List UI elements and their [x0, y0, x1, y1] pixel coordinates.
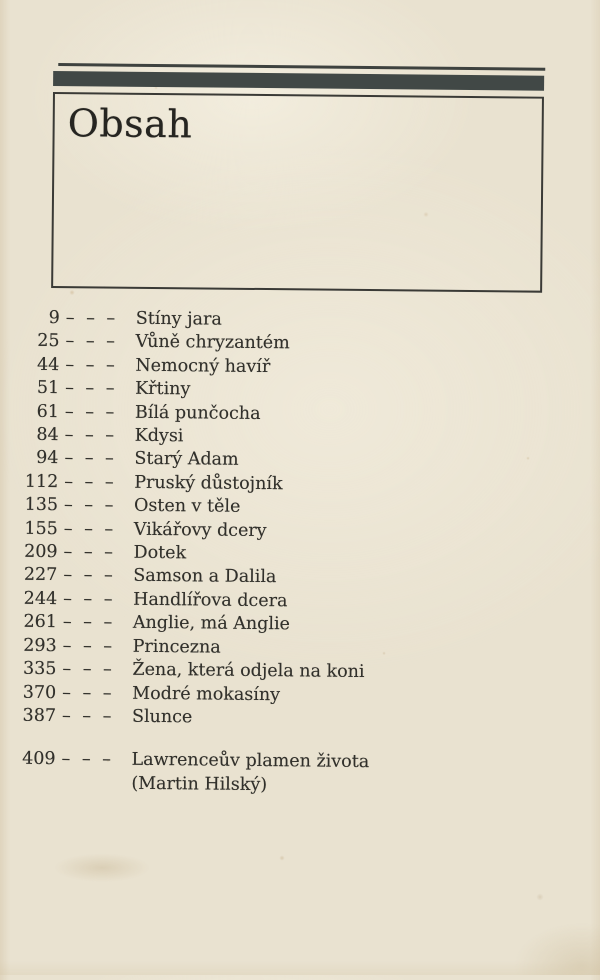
- toc-entry-title: Kdysi: [134, 425, 184, 447]
- toc-page-number: 293: [23, 635, 57, 656]
- toc-entry-title: Vůně chryzantém: [135, 332, 290, 354]
- toc-entry-title: Osten v těle: [133, 496, 241, 518]
- toc-page-number: 44: [37, 354, 60, 375]
- toc-page-number: 94: [36, 448, 59, 469]
- toc-list: [18, 307, 373, 798]
- toc-entry-title: Slunce: [131, 706, 193, 728]
- toc-dash-leader: – – –: [63, 518, 115, 540]
- toc-page-number: 155: [24, 518, 58, 539]
- toc-entry-title-block: [134, 448, 238, 472]
- toc-page-number: 135: [24, 494, 59, 516]
- toc-entry-title: Dotek: [133, 542, 187, 564]
- toc-entry-title: Samson a Dalila: [133, 566, 277, 588]
- toc-entry-title-block: [135, 401, 261, 426]
- toc-page-number: 61: [36, 401, 60, 422]
- toc-dash-leader: – – –: [65, 331, 117, 353]
- toc-entry: [20, 634, 371, 661]
- toc-entry-title: Nemocný havíř: [135, 355, 271, 377]
- toc-entry-title-block: [135, 355, 270, 380]
- toc-dash-leader: – – –: [63, 588, 114, 610]
- toc-dash-leader: – – –: [63, 542, 115, 563]
- toc-entry: [22, 424, 373, 451]
- toc-entry: [19, 658, 370, 685]
- toc-entry: [20, 588, 371, 615]
- toc-entry-title-block: [133, 612, 290, 637]
- toc-entry: [20, 541, 371, 568]
- toc-entry-title: Anglie, má Anglie: [132, 613, 291, 635]
- toc-dash-leader: – – –: [62, 659, 113, 680]
- toc-entry: [22, 377, 373, 404]
- toc-entry-title-block: [135, 331, 289, 356]
- toc-dash-leader: – – –: [63, 495, 115, 516]
- toc-entry-title-block: [132, 706, 193, 730]
- toc-entry-title-block: [132, 659, 364, 685]
- toc-entry: [21, 517, 372, 544]
- toc-entry-title-block: [133, 542, 186, 566]
- toc-entry: [19, 705, 370, 732]
- toc-page-number: 370: [22, 682, 57, 703]
- toc-entry: [21, 471, 372, 498]
- toc-entry-title: Pruský důstojník: [134, 472, 283, 495]
- header-thick-bar: [53, 71, 544, 91]
- toc-entry-subtitle: (Martin Hilský): [131, 773, 268, 795]
- toc-dash-leader: – – –: [62, 635, 114, 657]
- toc-page-number: 335: [22, 658, 57, 680]
- toc-entry-title: Stíny jara: [135, 308, 222, 330]
- header-thin-rule: [58, 63, 545, 71]
- toc-entry-title-block: [134, 518, 267, 543]
- toc-entry: [20, 611, 371, 638]
- title-box: [51, 92, 544, 293]
- toc-entry-title-block: [133, 635, 221, 659]
- toc-entry-title: Handlířova dcera: [133, 589, 288, 612]
- toc-entry-title-block: [136, 308, 222, 332]
- toc-entry: [20, 564, 371, 591]
- toc-entry: [23, 307, 374, 334]
- toc-entry-title: Lawrenceův plamen života: [131, 750, 370, 773]
- toc-page-number: 409: [22, 749, 56, 770]
- toc-entry-title-block: [134, 495, 241, 519]
- toc-entry-title-block: [132, 682, 280, 707]
- toc-entry: [18, 748, 369, 798]
- toc-dash-leader: – – –: [64, 448, 115, 470]
- toc-dash-leader: – – –: [65, 308, 117, 329]
- toc-page-number: 51: [36, 378, 60, 399]
- toc-page-number: 209: [24, 541, 58, 563]
- toc-entry-title-block: [133, 589, 288, 614]
- toc-page-number: 9: [48, 307, 60, 329]
- toc-entry: [21, 447, 372, 474]
- toc-dash-leader: – – –: [64, 401, 116, 423]
- toc-entry-title-block: [133, 565, 276, 590]
- toc-dash-leader: – – –: [64, 471, 115, 493]
- toc-entry-title: Princezna: [132, 636, 221, 658]
- toc-entry: [21, 494, 372, 521]
- toc-entry: [22, 354, 373, 381]
- toc-page-number: 261: [23, 612, 58, 633]
- toc-page-number: 387: [22, 705, 57, 726]
- toc-entry-title-block: [135, 425, 184, 449]
- toc-entry-title: Bílá punčocha: [134, 402, 261, 424]
- toc-page-number: 244: [23, 588, 58, 609]
- toc-dash-leader: – – –: [62, 612, 114, 633]
- toc-entry-title: Vikářovy dcery: [133, 519, 267, 541]
- toc-entry-title-block: [131, 749, 369, 798]
- toc-page-number: 227: [23, 565, 58, 586]
- toc-entry: [22, 330, 373, 357]
- toc-entry-title: Žena, která odjela na koni: [132, 659, 365, 683]
- toc-dash-leader: – – –: [62, 682, 113, 704]
- page-title: Obsah: [67, 101, 193, 147]
- toc-entry-title: Křtiny: [135, 379, 191, 400]
- toc-entry-title: Modré mokasíny: [132, 683, 281, 705]
- toc-entry: [19, 681, 370, 708]
- toc-entry-title-block: [134, 472, 283, 497]
- toc-dash-leader: – – –: [61, 706, 113, 727]
- toc-page-number: 112: [24, 471, 59, 492]
- toc-dash-leader: – – –: [61, 749, 113, 770]
- toc-entry-title: Starý Adam: [134, 449, 239, 471]
- toc-dash-leader: – – –: [65, 354, 116, 376]
- toc-dash-leader: – – –: [65, 378, 116, 399]
- toc-entry: [22, 400, 373, 427]
- toc-page-number: 25: [37, 331, 60, 352]
- toc-dash-leader: – – –: [64, 425, 116, 446]
- toc-page-number: 84: [36, 424, 59, 446]
- toc-entry-title-block: [135, 378, 190, 402]
- toc-dash-leader: – – –: [63, 565, 114, 587]
